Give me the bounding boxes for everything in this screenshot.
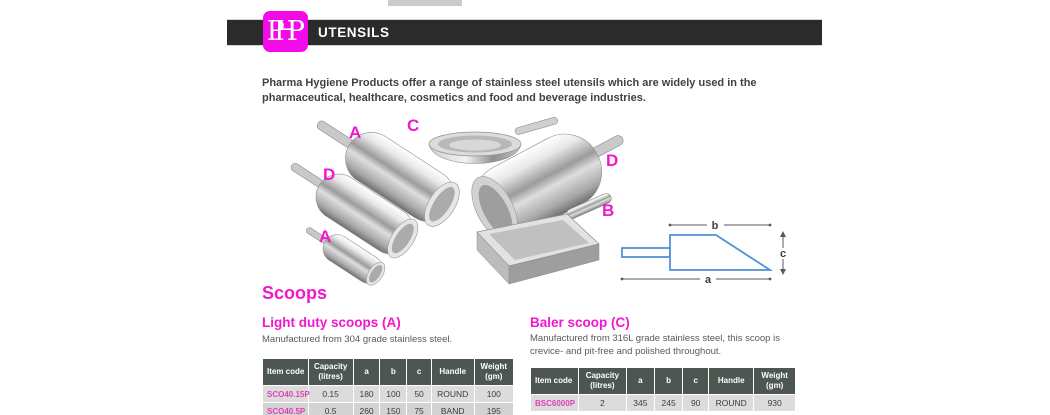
page-top-remnant (388, 0, 462, 6)
photo-label-b: B (602, 201, 615, 220)
table-cell: 0.5 (309, 403, 353, 415)
table-cell: 180 (354, 386, 380, 402)
item-code-cell: SCO40.15P (263, 386, 308, 402)
table-cell: ROUND (709, 395, 753, 411)
scoops-photo-illustration (285, 112, 655, 292)
table-cell: ROUND (432, 386, 474, 402)
item-code-cell: BSC6000P (531, 395, 578, 411)
column-header-1: Capacity (litres) (309, 359, 353, 385)
intro-paragraph: Pharma Hygiene Products offer a range of stainless steel utensils which are widely used in the pharmaceutical, healthcare, cosmetics and food and beverage industries. (262, 77, 757, 104)
column-header-0: Item code (531, 368, 578, 394)
table-cell: 150 (380, 403, 406, 415)
photo-label-d-left: D (323, 165, 336, 184)
dim-c-label: c (779, 248, 787, 260)
scoop-handle-outline (622, 248, 670, 257)
dim-a-label: a (704, 274, 712, 286)
column-header-1: Capacity (litres) (579, 368, 626, 394)
column-header-5: Handle (709, 368, 753, 394)
dim-b-label: b (711, 220, 719, 232)
table-cell: 260 (354, 403, 380, 415)
scoops-heading: Scoops (262, 283, 328, 303)
table-cell: 50 (407, 386, 431, 402)
table-cell: 930 (754, 395, 795, 411)
baler-description: Manufactured from 316L grade stainless steel, this scoop is crevice- and pit-free and polished throughout. (530, 333, 780, 357)
php-logo (263, 11, 308, 52)
section-bar-title: UTENSILS (318, 25, 390, 40)
dim-c-arrow-up (780, 231, 786, 237)
light-duty-description: Manufactured from 304 grade stainless steel. (262, 334, 453, 345)
table-cell: 90 (683, 395, 708, 411)
photo-label-a-bottom: A (319, 227, 332, 246)
table-row (263, 403, 513, 415)
table-cell: 100 (475, 386, 513, 402)
column-header-3: b (380, 359, 406, 385)
logo-monogram: PHP (266, 16, 295, 47)
item-code-cell: SCO40.5P (263, 403, 308, 415)
table-cell: 2 (579, 395, 626, 411)
table-cell: 195 (475, 403, 513, 415)
column-header-0: Item code (263, 359, 308, 385)
table-header-row (531, 368, 795, 394)
table-cell: 345 (627, 395, 654, 411)
table-cell: 245 (655, 395, 682, 411)
photo-label-a-top: A (349, 123, 362, 142)
table-header-row (263, 359, 513, 385)
table-row (531, 395, 795, 411)
column-header-4: c (683, 368, 708, 394)
column-header-6: Weight (gm) (754, 368, 795, 394)
column-header-6: Weight (gm) (475, 359, 513, 385)
table-cell: 75 (407, 403, 431, 415)
header-bar (227, 19, 822, 46)
column-header-3: b (655, 368, 682, 394)
baler-table (530, 367, 796, 412)
dim-c-arrow-down (780, 269, 786, 275)
light-duty-heading: Light duty scoops (A) (262, 315, 401, 330)
table-cell: BAND (432, 403, 474, 415)
column-header-5: Handle (432, 359, 474, 385)
scoop-body-outline (670, 235, 770, 270)
table-row (263, 386, 513, 402)
column-header-2: a (354, 359, 380, 385)
product-photo (285, 112, 655, 292)
table-cell: 100 (380, 386, 406, 402)
scoop-dimension-drawing (612, 215, 807, 287)
baler-heading: Baler scoop (C) (530, 315, 630, 330)
column-header-2: a (627, 368, 654, 394)
table-cell: 0.15 (309, 386, 353, 402)
dim-a-end-dot (621, 278, 624, 281)
dim-a-end-dot (769, 278, 772, 281)
column-header-4: c (407, 359, 431, 385)
dim-b-end-dot (669, 224, 672, 227)
photo-label-c: C (407, 116, 420, 135)
dimension-diagram (612, 215, 807, 287)
light-duty-table (262, 358, 514, 415)
photo-label-d-right: D (606, 151, 619, 170)
dim-b-end-dot (769, 224, 772, 227)
